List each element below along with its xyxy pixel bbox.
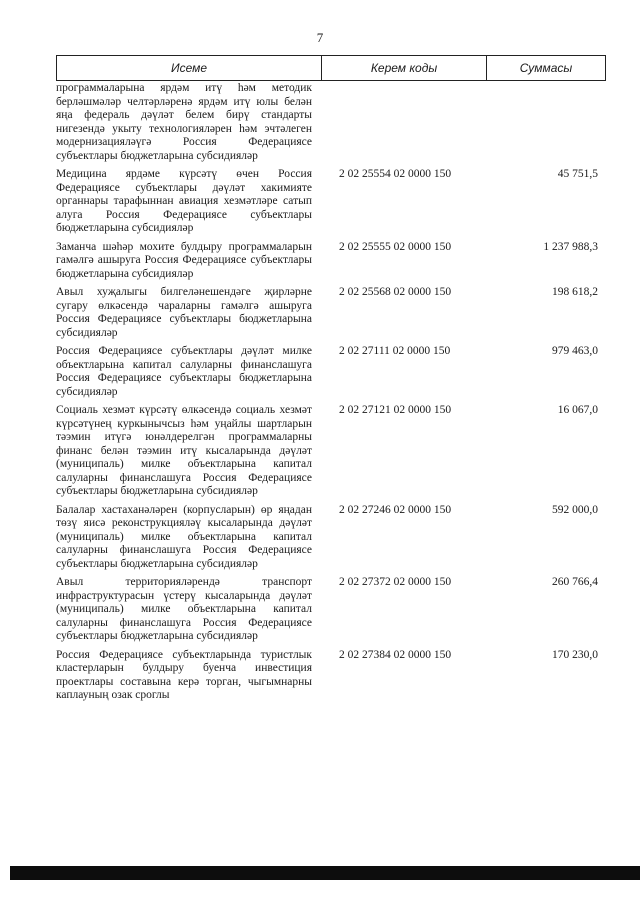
row-code: 2 02 25568 02 0000 150 (339, 286, 452, 298)
table-header (56, 55, 606, 81)
row-sum: 198 618,2 (552, 286, 598, 298)
row-sum: 16 067,0 (557, 404, 598, 416)
row-code: 2 02 25554 02 0000 150 (339, 168, 452, 180)
row-name: Авыл хуҗалыгы билгеләнешендәге җирләрне сугару өлкәсендә чараларны гамәлгә ашыруга Россия Федерациясе субъектлары бюджетларына субсидияләр (56, 286, 312, 339)
table-row (56, 404, 606, 499)
scan-bottom-edge (10, 866, 640, 880)
row-code: 2 02 27246 02 0000 150 (339, 503, 452, 516)
row-name: Россия Федерациясе субъектларында туристлык кластерларын булдыру буенча инвестиция проектлары составына керә торган, чыгымнарны каплауның озак сроглы (56, 648, 312, 701)
table-row (56, 504, 606, 572)
row-name: Медицина ярдәме күрсәтү өчен Россия Федерациясе субъектлары дәүләт хакимияте органнары тарафыннан авиация хезмәтләре сатып алуга Россия Федерациясе субъектлары бюджетларына субсидияләр (56, 168, 312, 234)
table-row (56, 241, 606, 282)
row-code: 2 02 27384 02 0000 150 (339, 648, 452, 661)
header-code: Керем коды (322, 56, 487, 80)
table-row (56, 82, 606, 163)
table-body (56, 82, 606, 708)
row-sum: 260 766,4 (552, 576, 598, 588)
row-name: Авыл территорияләрендә транспорт инфраструктурасын үстерү кысаларында дәүләт (муниципаль) милке объектларына капитал салуларны финанслашуга Россия Федерациясе субъектлары бюджетларына субсидияләр (56, 576, 312, 642)
row-code: 2 02 27111 02 0000 150 (339, 345, 451, 357)
table-row (56, 576, 606, 644)
table-row (56, 345, 606, 399)
header-sum: Суммасы (519, 61, 573, 75)
table-row (56, 649, 606, 703)
row-name: Заманча шәһәр мохите булдыру программаларын гамәлгә ашыруга Россия Федерациясе субъектлары бюджетларына субсидияләр (56, 240, 312, 280)
table-row (56, 286, 606, 340)
page-number: 7 (316, 30, 324, 45)
row-sum: 592 000,0 (552, 503, 598, 516)
row-sum: 1 237 988,3 (543, 240, 598, 253)
row-sum: 979 463,0 (552, 345, 598, 357)
row-code: 2 02 27121 02 0000 150 (339, 404, 452, 416)
row-name: Россия Федерациясе субъектлары дәүләт милке объектларына капитал салуларны финанслашуга Россия Федерациясе субъектлары бюджетларына субсидияләр (56, 345, 312, 398)
row-code: 2 02 25555 02 0000 150 (339, 240, 452, 253)
row-sum: 45 751,5 (557, 168, 598, 180)
row-code: 2 02 27372 02 0000 150 (339, 576, 452, 588)
row-name: программаларына ярдәм итү һәм методик берләшмәләр челтәрләренә ярдәм итү юлы белән яңа федераль дәүләт белем бирү стандарты нигезендә укыту технологияләрен һәм эчтәлеген модернизацияләүгә Россия Федерациясе субъектлары бюджетларына субсидияләр (56, 82, 312, 162)
header-name: Исеме (57, 56, 322, 80)
row-name: Балалар хастаханәләрен (корпусларын) өр яңадан төзү яисә реконструкцияләү кысаларында дәүләт (муниципаль) милке объектларына капитал салуларны финанслашуга Россия Федерациясе субъектлары бюджетларына субсидияләр (56, 503, 312, 570)
row-sum: 170 230,0 (552, 648, 598, 661)
table-row (56, 168, 606, 236)
row-name: Социаль хезмәт күрсәтү өлкәсендә социаль хезмәт күрсәтүнең куркынычсыз һәм уңайлы шартларын тәэмин итүгә юнәлдерелгән программаларны финанс белән тәэмин итү кысаларында дәүләт (муниципаль) милке объектларына капитал салуларны финанслашуга Россия Федерациясе субъектлары бюджетларына субсидияләр (56, 404, 312, 497)
